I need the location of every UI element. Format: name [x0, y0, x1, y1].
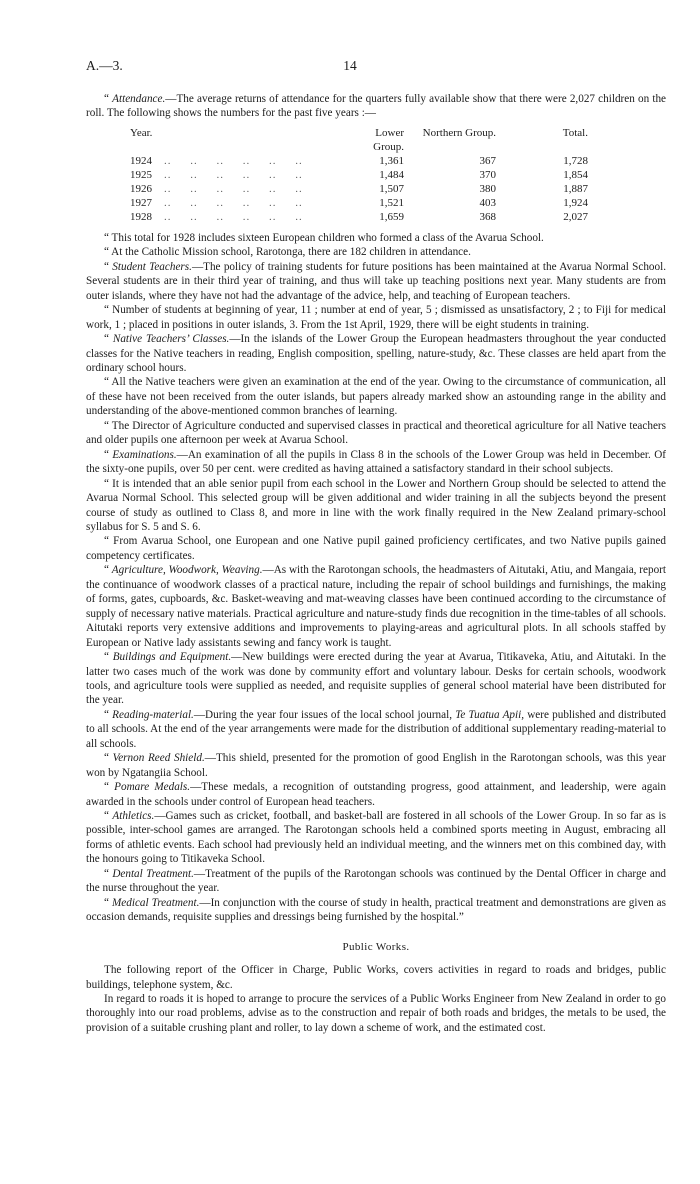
column-header-total: Total.	[562, 126, 588, 139]
cell-lower: 1,361	[379, 154, 404, 167]
attendance-text: —The average returns of attendance for the quarters fully available show that there were 2,027 children on the roll. The following shows the numbers for the past five years :—	[86, 93, 666, 120]
pomare-medals-paragraph: “ Pomare Medals.—These medals, a recognition of outstanding progress, good attainment, and leadership, were again awarded in the schools under control of European head teachers.	[86, 781, 667, 808]
paragraph: The following report of the Officer in Charge, Public Works, covers activities in regard to roads and bridges, public buildings, telephone system, &c.	[86, 964, 666, 991]
leader-dots: .. .. .. .. .. ..	[164, 154, 303, 167]
paragraph: “ It is intended that an able senior pupil from each school in the Lower and Northern Group should be selected to attend the Avarua Normal School. This selected group will be given additional and wider training in all the subjects beyond the present course of study as outlined to Class 8, and more in line with the work finally required in the New Zealand primary-school syllabus for S. 5 and S. 6.	[86, 477, 666, 533]
paragraph-lead: Native Teachers’ Classes.	[112, 333, 230, 346]
cell-total: 1,854	[563, 168, 588, 181]
cell-lower: 1,521	[379, 196, 404, 209]
journal-title: Te Tuatua Apii,	[455, 708, 525, 721]
paragraph-lead: Pomare Medals.	[114, 781, 191, 794]
table-row	[130, 196, 588, 210]
paragraph-lead: Student Teachers.	[112, 260, 192, 273]
table-row	[130, 168, 588, 182]
cell-northern: 367	[479, 154, 496, 167]
column-header-lower-group: Lower Group.	[373, 126, 404, 153]
paragraph-lead: Athletics.	[112, 810, 155, 823]
table-row	[130, 210, 588, 224]
paragraph: “ From Avarua School, one European and one Native pupil gained proficiency certificates, and two Native pupils gained competency certificates.	[86, 535, 666, 562]
buildings-paragraph: “ Buildings and Equipment.—New buildings were erected during the year at Avarua, Titikaveka, Atiu, and Aitutaki. In the latter two cases much of the work was done by community effort and voluntary labour. Desks for certain schools, woodwork tools, and agriculture tools were supplied as needed, and requisite supplies of general school material have been distributed for the year.	[86, 651, 667, 707]
cell-lower: 1,659	[379, 210, 404, 223]
column-header-northern-group: Northern Group.	[422, 126, 496, 139]
cell-lower: 1,507	[379, 182, 404, 195]
paragraph: “ The Director of Agriculture conducted and supervised classes in practical and theoretical agriculture for all Native teachers and older pupils one afternoon per week at Avarua School.	[86, 419, 666, 447]
column-header-year: Year.	[130, 126, 153, 139]
paragraph-lead: Buildings and Equipment.	[112, 651, 232, 664]
reading-material-paragraph: “ Reading-material.—During the year four issues of the local school journal, Te Tuatua Apii, were published and distributed to all schools. At the end of the year arrangements were made for the distribution of additional supplementary reading-material to all schools.	[86, 708, 666, 750]
cell-northern: 368	[479, 210, 496, 223]
cell-total: 1,924	[563, 196, 588, 209]
cell-year: 1926	[130, 182, 152, 195]
paragraph: “ This total for 1928 includes sixteen European children who formed a class of the Avarua School.	[104, 231, 544, 244]
paragraph: In regard to roads it is hoped to arrange to procure the services of a Public Works Engineer from New Zealand in order to go thoroughly into our road problems, advise as to the construction and repair of both roads and bridges, the metals to be used, the provision of a suitable crushing plant and roller, to lay down a scheme of work, and the estimated cost.	[86, 993, 666, 1034]
document-reference: A.—3.	[86, 58, 123, 73]
cell-lower: 1,484	[379, 168, 404, 181]
medical-treatment-paragraph: “ Medical Treatment.—In conjunction with the course of study in health, practical treatment and demonstrations are given as occasion demands, requisite supplies and dressings being furnished by the hospital.”	[86, 896, 666, 924]
cell-year: 1925	[130, 168, 152, 181]
table-row	[130, 182, 588, 196]
document-body	[86, 92, 666, 1035]
paragraph: “ At the Catholic Mission school, Rarotonga, there are 182 children in attendance.	[104, 246, 471, 259]
paragraph-lead: Reading-material.	[112, 708, 194, 721]
athletics-paragraph: “ Athletics.—Games such as cricket, football, and basket-ball are fostered in all schools of the Lower Group. In so far as is possible, inter-school games are arranged. The Rarotongan schools held a combined sports meeting in August, embracing all forms of athletic events. Each school had previously held an individual meeting, and the winners met on this combined day, with the honours going to Titikaveka School.	[86, 810, 666, 866]
paragraph-lead: Examinations.	[112, 448, 177, 461]
cell-total: 1,887	[563, 182, 588, 195]
paragraph-lead: Medical Treatment.	[111, 896, 200, 909]
page-header	[86, 58, 614, 78]
examinations-paragraph: “ Examinations.—An examination of all the pupils in Class 8 in the schools of the Lower Group was held in December. Of the sixty-one pupils, over 50 per cent. were credited as having attained a satisfactory standard in their school subjects.	[86, 448, 666, 476]
cell-year: 1924	[130, 154, 152, 167]
leader-dots: .. .. .. .. .. ..	[164, 210, 303, 223]
agriculture-paragraph: “ Agriculture, Woodwork, Weaving.—As with the Rarotongan schools, the headmasters of Aitutaki, Atiu, and Mangaia, report the continuance of woodwork classes of a practical nature, including the repair of school buildings and furnishings, the making of forms, gates, cupboards, &c. Basket-weaving and mat-weaving classes have been continued according to the circumstance of supply of necessary native materials. Practical agriculture and nature-study finds due recognition in the time-tables of all schools. Aitutaki reports very extensive additions and improvements to playing-areas and agricultural plots. In all schools staffed by European or Native lady assistants sewing and fancy work is taught.	[86, 564, 666, 649]
attendance-paragraph: “ Attendance.—The average returns of attendance for the quarters fully available show that there were 2,027 children on the roll. The following shows the numbers for the past five years :—	[86, 93, 666, 120]
cell-total: 1,728	[563, 154, 588, 167]
cell-northern: 380	[479, 182, 496, 195]
cell-year: 1928	[130, 210, 152, 223]
native-teachers-paragraph: “ Native Teachers’ Classes.—In the islands of the Lower Group the European headmasters throughout the year conducted classes for the Native teachers in reading, English composition, spelling, nature-study, &c. These classes are held apart from the ordinary school hours.	[86, 333, 666, 374]
paragraph-lead: Vernon Reed Shield.	[112, 752, 205, 765]
attendance-table-header	[130, 126, 588, 154]
paragraph-lead: Dental Treatment.	[112, 867, 194, 880]
paragraph: “ All the Native teachers were given an examination at the end of the year. Owing to the circumstance of communication, all of these have not been received from the outer islands, but papers already marked show an astounding range in the ability and understanding of the above-mentioned common branches of learning.	[86, 376, 666, 418]
cell-total: 2,027	[563, 210, 588, 223]
section-heading: Public Works.	[342, 940, 410, 953]
paragraph: “ Number of students at beginning of year, 11 ; number at end of year, 5 ; dismissed as unsatisfactory, 2 ; to Fiji for medical work, 1 ; placed in positions in outer islands, 3. From the 1st April, 1929, there will be eight students in training.	[86, 304, 666, 331]
leader-dots: .. .. .. .. .. ..	[164, 182, 303, 195]
vernon-reed-shield-paragraph: “ Vernon Reed Shield.—This shield, presented for the promotion of good English in the Rarotongan schools, was this year won by Ngatangiia School.	[86, 752, 666, 779]
paragraph-lead: Agriculture, Woodwork, Weaving.	[111, 564, 263, 577]
leader-dots: .. .. .. .. .. ..	[164, 196, 303, 209]
leader-dots: .. .. .. .. .. ..	[164, 168, 303, 181]
table-row	[130, 154, 588, 168]
student-teachers-paragraph: “ Student Teachers.—The policy of training students for future positions has been maintained at the Avarua Normal School. Several students are in their third year of training, and thus will take up teaching positions next year. Many students are from outer islands, where they have not had the advantage of the advice, help, and teaching of European teachers.	[86, 260, 667, 302]
dental-treatment-paragraph: “ Dental Treatment.—Treatment of the pupils of the Rarotongan schools was continued by the Dental Officer in charge and the nurse throughout the year.	[86, 867, 667, 895]
cell-northern: 403	[479, 196, 496, 209]
page-number: 14	[343, 58, 357, 73]
cell-northern: 370	[479, 168, 496, 181]
attendance-table	[130, 126, 588, 224]
attendance-lead: Attendance.	[112, 93, 166, 105]
cell-year: 1927	[130, 196, 152, 209]
